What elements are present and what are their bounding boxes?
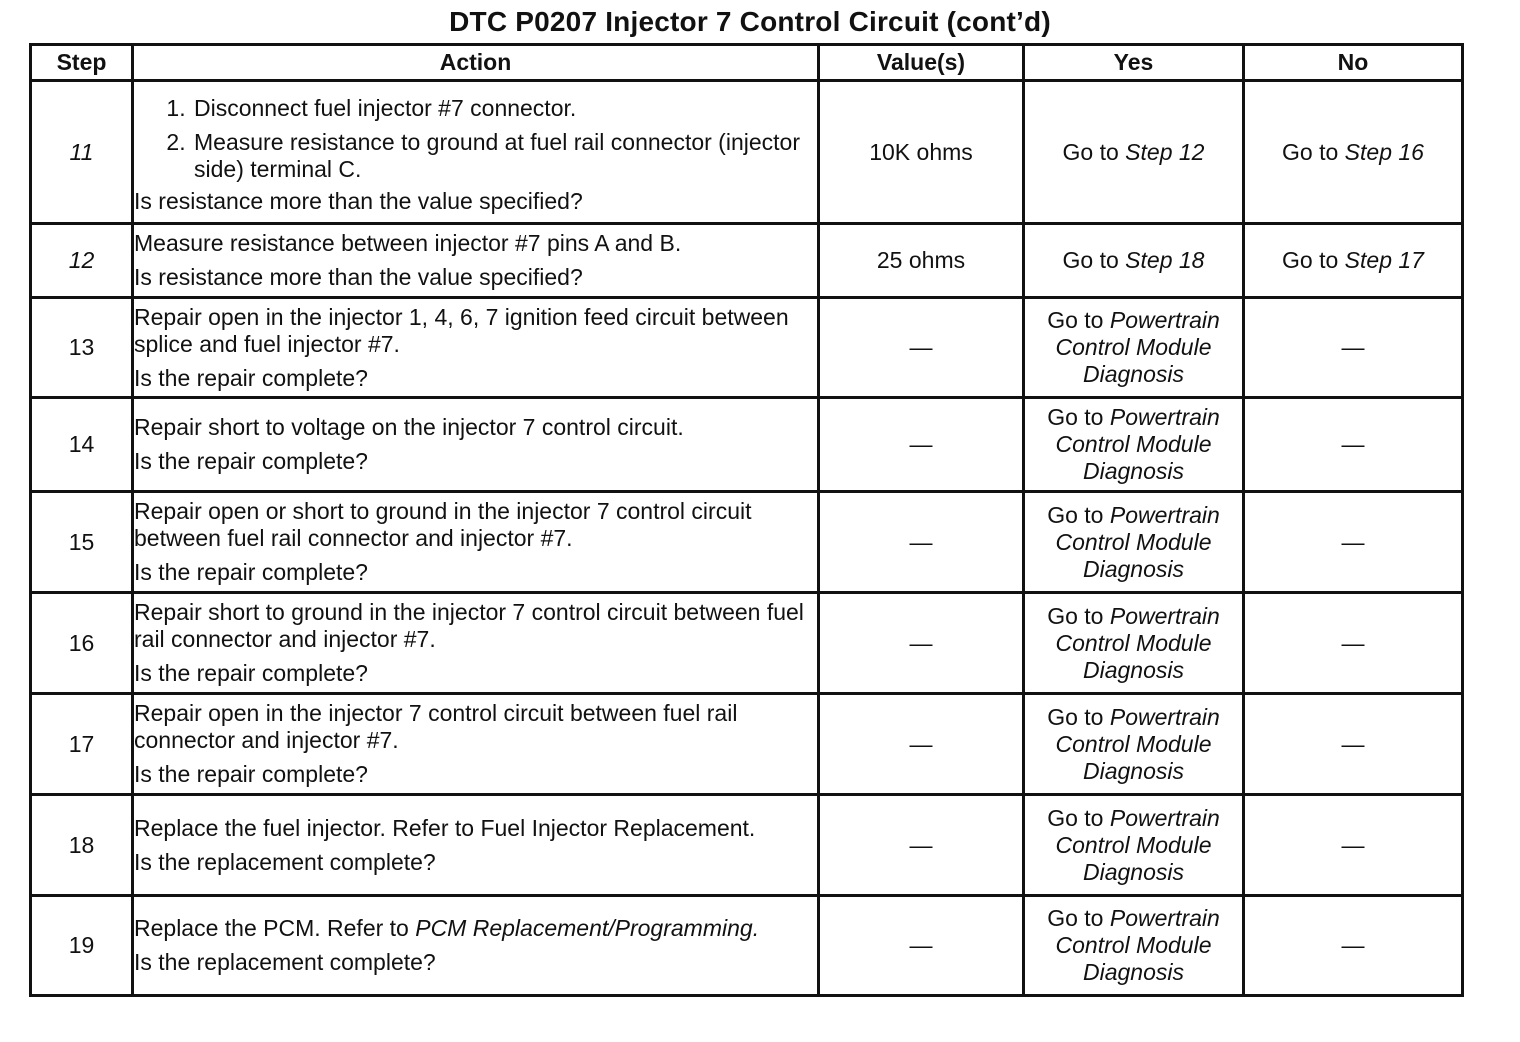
no-cell: —: [1244, 896, 1463, 996]
yes-cell: [1024, 896, 1244, 996]
yes-step-ref: Step 18: [1125, 247, 1205, 273]
value-cell: 25 ohms: [819, 224, 1024, 298]
page-title: DTC P0207 Injector 7 Control Circuit (cont’d): [449, 6, 1051, 37]
action-cell: [133, 81, 819, 224]
no-cell: —: [1244, 398, 1463, 492]
action-list: [134, 95, 817, 183]
table-row: [31, 896, 1463, 996]
action-list-item: 1. Disconnect fuel injector #7 connector.: [192, 95, 817, 122]
no-step-ref: Step 17: [1344, 247, 1424, 273]
no-cell: —: [1244, 492, 1463, 593]
yes-prefix: Go to: [1047, 804, 1104, 831]
action-question: Is the replacement complete?: [134, 949, 436, 975]
yes-cell: [1024, 593, 1244, 694]
value-cell: —: [819, 896, 1024, 996]
no-cell: —: [1244, 593, 1463, 694]
yes-cell: [1024, 398, 1244, 492]
action-question: Is the repair complete?: [134, 448, 368, 474]
action-text: Repair open or short to ground in the injector 7 control circuit between fuel rail connector and injector #7.: [134, 498, 752, 551]
table-row: [31, 593, 1463, 694]
step-number: 14: [31, 398, 133, 492]
no-cell: [1244, 81, 1463, 224]
action-cell: [133, 224, 819, 298]
yes-cell: [1024, 224, 1244, 298]
action-text-ref: PCM Replacement/Programming.: [415, 915, 760, 941]
action-question: Is the repair complete?: [134, 364, 368, 391]
value-cell: —: [819, 593, 1024, 694]
step-number: 19: [31, 896, 133, 996]
table-row: [31, 81, 1463, 224]
yes-prefix: Go to: [1047, 703, 1104, 730]
action-text: Replace the fuel injector. Refer to Fuel Injector Replacement.: [134, 814, 756, 841]
step-number: 17: [31, 694, 133, 795]
diagnostic-table: [29, 43, 1464, 997]
yes-prefix: Go to: [1062, 138, 1119, 165]
no-cell: —: [1244, 694, 1463, 795]
yes-cell: [1024, 81, 1244, 224]
yes-cell: [1024, 795, 1244, 896]
yes-cell: [1024, 694, 1244, 795]
value-cell: —: [819, 492, 1024, 593]
action-cell: [133, 492, 819, 593]
no-cell: —: [1244, 298, 1463, 398]
yes-target-ref: Powertrain Control Module Diagnosis: [1055, 307, 1220, 387]
table-row: [31, 298, 1463, 398]
action-cell: [133, 398, 819, 492]
action-cell: [133, 298, 819, 398]
yes-prefix: Go to: [1047, 404, 1104, 430]
header-no: No: [1244, 45, 1463, 81]
yes-step-ref: Step 12: [1125, 138, 1205, 165]
action-question: Is the repair complete?: [134, 761, 368, 787]
yes-target-ref: Powertrain Control Module Diagnosis: [1055, 602, 1220, 683]
value-cell: —: [819, 398, 1024, 492]
action-text-prefix: Replace the PCM. Refer to: [134, 915, 409, 941]
no-step-ref: Step 16: [1344, 138, 1424, 165]
no-prefix: Go to: [1282, 138, 1339, 165]
yes-target-ref: Powertrain Control Module Diagnosis: [1055, 905, 1220, 985]
value-cell: —: [819, 694, 1024, 795]
no-cell: [1244, 224, 1463, 298]
action-text: Repair open in the injector 1, 4, 6, 7 ignition feed circuit between splice and fuel injector #7.: [134, 303, 789, 357]
action-question: Is resistance more than the value specified?: [134, 188, 583, 214]
action-text: [134, 915, 817, 942]
action-cell: [133, 593, 819, 694]
yes-prefix: Go to: [1047, 905, 1104, 931]
yes-prefix: Go to: [1062, 247, 1119, 273]
no-cell: —: [1244, 795, 1463, 896]
action-text: Repair open in the injector 7 control circuit between fuel rail connector and injector #7.: [134, 700, 738, 753]
value-cell: —: [819, 795, 1024, 896]
step-number: 18: [31, 795, 133, 896]
yes-target-ref: Powertrain Control Module Diagnosis: [1055, 703, 1220, 784]
step-number: 11: [31, 81, 133, 224]
yes-prefix: Go to: [1047, 501, 1104, 528]
yes-target-ref: Powertrain Control Module Diagnosis: [1055, 404, 1220, 484]
step-number: 15: [31, 492, 133, 593]
header-yes: Yes: [1024, 45, 1244, 81]
header-step: Step: [31, 45, 133, 81]
action-question: Is the repair complete?: [134, 559, 368, 585]
action-cell: [133, 694, 819, 795]
table-row: [31, 492, 1463, 593]
yes-target-ref: Powertrain Control Module Diagnosis: [1055, 501, 1220, 582]
header-values: Value(s): [819, 45, 1024, 81]
action-list-item: 2. Measure resistance to ground at fuel rail connector (injector side) terminal C.: [192, 129, 817, 183]
table-row: [31, 694, 1463, 795]
yes-target-ref: Powertrain Control Module Diagnosis: [1055, 804, 1220, 885]
yes-prefix: Go to: [1047, 307, 1104, 333]
header-action: Action: [133, 45, 819, 81]
action-text: Repair short to voltage on the injector 7 control circuit.: [134, 414, 684, 440]
table-row: [31, 795, 1463, 896]
action-cell: [133, 896, 819, 996]
value-cell: 10K ohms: [819, 81, 1024, 224]
yes-cell: [1024, 298, 1244, 398]
yes-prefix: Go to: [1047, 602, 1104, 629]
action-question: Is the repair complete?: [134, 660, 368, 686]
header-row: [31, 45, 1463, 81]
action-cell: [133, 795, 819, 896]
table-row: [31, 398, 1463, 492]
value-cell: —: [819, 298, 1024, 398]
action-text: Repair short to ground in the injector 7 control circuit between fuel rail connector and injector #7.: [134, 599, 804, 652]
action-text: Measure resistance between injector #7 pins A and B.: [134, 230, 682, 256]
table-row: [31, 224, 1463, 298]
action-question: Is the replacement complete?: [134, 848, 436, 875]
step-number: 16: [31, 593, 133, 694]
yes-cell: [1024, 492, 1244, 593]
no-prefix: Go to: [1282, 247, 1339, 273]
step-number: 13: [31, 298, 133, 398]
step-number: 12: [31, 224, 133, 298]
action-question: Is resistance more than the value specified?: [134, 264, 583, 290]
